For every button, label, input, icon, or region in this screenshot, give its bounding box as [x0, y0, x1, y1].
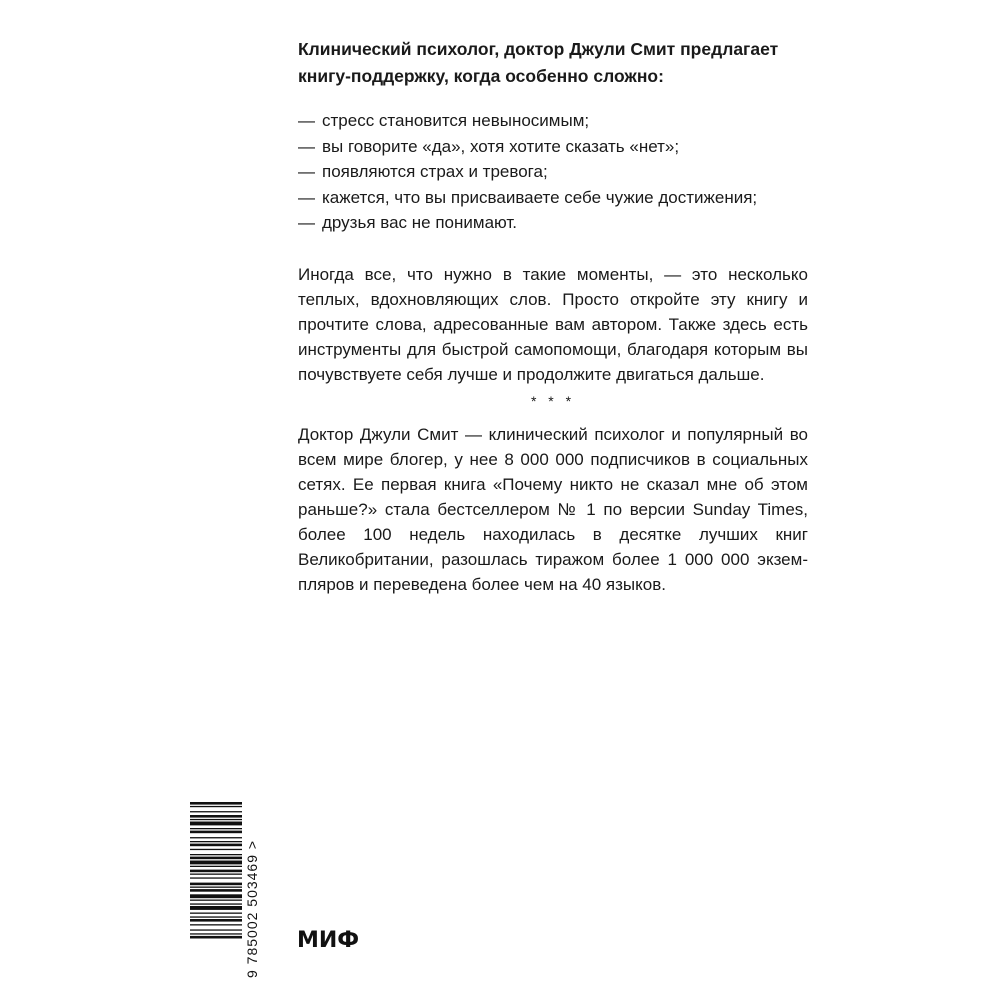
- dash: —: [298, 162, 315, 181]
- barcode-bar: [190, 806, 242, 807]
- barcode-bar: [190, 874, 242, 875]
- barcode-bar: [190, 815, 242, 818]
- barcode-bar: [190, 929, 242, 930]
- barcode-bar: [190, 933, 242, 934]
- barcode-bar: [190, 857, 242, 860]
- barcode-bar: [190, 900, 242, 901]
- barcode-bar: [190, 936, 242, 939]
- isbn-number: 9 785002 503469 >: [244, 839, 260, 978]
- dash: —: [298, 136, 315, 156]
- dash: —: [298, 213, 315, 232]
- barcode-bar: [190, 844, 242, 847]
- list-item: [298, 134, 808, 160]
- barcode-bar: [190, 841, 242, 842]
- barcode-bar: [190, 913, 242, 914]
- list-item: [298, 159, 808, 185]
- barcode-bar: [190, 916, 242, 917]
- barcode-bar: [190, 889, 242, 892]
- publisher-logo: МИФ: [297, 928, 360, 953]
- barcode-bar: [190, 822, 242, 826]
- barcode-bar: [190, 837, 242, 838]
- barcode-bar: [190, 906, 242, 910]
- dash: —: [298, 187, 315, 207]
- symptom-list: [298, 108, 808, 236]
- barcode-bar: [190, 828, 242, 829]
- list-item-text: кажется, что вы присваиваете себе чужие достижения;: [322, 187, 758, 207]
- list-item-text: вы говорите «да», хотя хотите сказать «нет»;: [322, 136, 680, 156]
- list-item-text: друзья вас не понимают.: [322, 213, 518, 232]
- barcode-bar: [190, 819, 242, 820]
- barcode-bar: [190, 903, 242, 904]
- barcode-bars: [190, 800, 246, 978]
- description-paragraph: Иногда все, что нужно в такие моменты, — это несколько теплых, вдохновляющих слов. Просто откройте эту книгу и прочтите слова, адресованные вам автором. Также здесь есть инструменты для быстрой самопомощи, благодаря которым вы почувствуете себя лучше и продолжите двигаться дальше.: [298, 264, 808, 384]
- list-item-text: появляются страх и тревога;: [322, 162, 548, 181]
- barcode-bar: [190, 883, 242, 886]
- section-separator: * * *: [530, 392, 576, 409]
- barcode-bar: [190, 831, 242, 834]
- barcode-bar: [190, 887, 242, 888]
- barcode-bar: [190, 866, 242, 867]
- list-item: [298, 210, 808, 236]
- annotation-text: [298, 36, 808, 597]
- barcode-bar: [190, 877, 242, 878]
- list-item: [298, 185, 808, 211]
- barcode-bar: [190, 924, 242, 925]
- barcode-bar: [190, 919, 242, 922]
- list-item-text: стресс становится невыносимым;: [322, 111, 590, 130]
- author-bio-paragraph: Доктор Джули Смит — клинический психолог и популярный во всем мире блогер, у нее 8 000 000 подписчиков в социальных сетях. Ее первая книга «Почему никто не сказал мне об этом раньше?» стала бестселлером № 1 по версии Sunday Times, более 100 недель находилась в десятке лучших книг Великобритании, разошлась тиражом более 1 000 000 экземпляров и переведена более чем на 40 языков.: [298, 424, 808, 594]
- barcode-bar: [190, 802, 242, 805]
- list-item: [298, 108, 808, 134]
- barcode-bar: [190, 894, 242, 898]
- headline: Клинический психолог, доктор Джули Смит предлагает книгу-поддержку, когда особенно сложно:: [298, 39, 779, 86]
- barcode-bar: [190, 849, 242, 850]
- dash: —: [298, 111, 315, 130]
- barcode-bar: [190, 811, 242, 812]
- barcode-bar: [190, 861, 242, 865]
- barcode-bar: [190, 870, 242, 873]
- barcode-bar: [190, 854, 242, 855]
